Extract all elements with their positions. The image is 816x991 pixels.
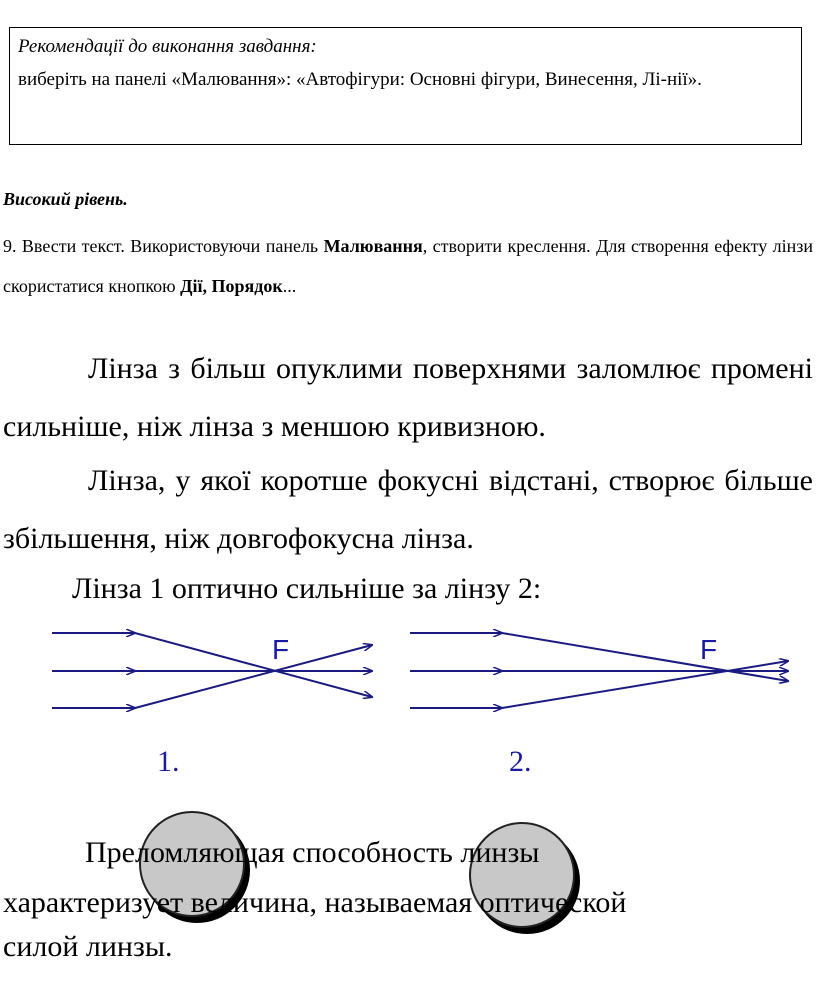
ray-diagram	[0, 615, 816, 725]
refracted-ray-bottom-1	[135, 645, 372, 708]
focus-label-2: F	[700, 634, 718, 665]
task-part-2: , створити креслення. Для створення ефекту лінзи скористатися кнопкою	[3, 236, 813, 296]
task-text	[3, 226, 813, 306]
task-part-1: 9. Ввести текст. Використовуючи панель	[3, 236, 324, 256]
focus-label-1: F	[272, 634, 290, 665]
paragraph-convex-lens	[3, 340, 813, 456]
diagram-label-2: 2.	[509, 745, 532, 778]
paragraph-lens-comparison: Лінза 1 оптично сильніше за лінзу 2:	[72, 572, 542, 605]
recommendation-text: виберіть на панелі «Малювання»: «Автофігури: Основні фігури, Винесення, Лі-нії».	[18, 69, 702, 90]
refracted-ray-bottom-2	[502, 661, 788, 708]
refracted-ray-top-2	[502, 633, 788, 681]
task-bold-actions: Дії, Порядок	[180, 276, 283, 296]
paragraph-focal-length	[3, 452, 813, 568]
recommendation-box	[9, 27, 802, 145]
diagram-label-1: 1.	[157, 745, 180, 778]
russian-line-2: характеризует величина, называемая оптической	[3, 886, 627, 919]
level-heading: Високий рівень.	[3, 189, 128, 209]
diagram-2-rays	[410, 633, 788, 708]
russian-line-1	[3, 830, 813, 876]
task-bold-drawing: Малювання	[323, 236, 423, 256]
refracted-ray-top-1	[135, 633, 372, 697]
russian-line-1-text: Преломляющая способность линзы	[85, 836, 540, 869]
russian-line-3: силой линзы.	[3, 930, 173, 963]
paragraph-convex-lens-text: Лінза з більш опуклими поверхнями заломлює промені сильніше, ніж лінза з меншою кривизною.	[3, 352, 813, 443]
paragraph-focal-length-text: Лінза, у якої коротше фокусні відстані, створює більше збільшення, ніж довгофокусна лінза.	[3, 464, 813, 555]
diagram-1-rays	[52, 633, 372, 708]
task-part-3: ...	[282, 276, 297, 296]
recommendation-title: Рекомендації до виконання завдання:	[18, 36, 317, 57]
